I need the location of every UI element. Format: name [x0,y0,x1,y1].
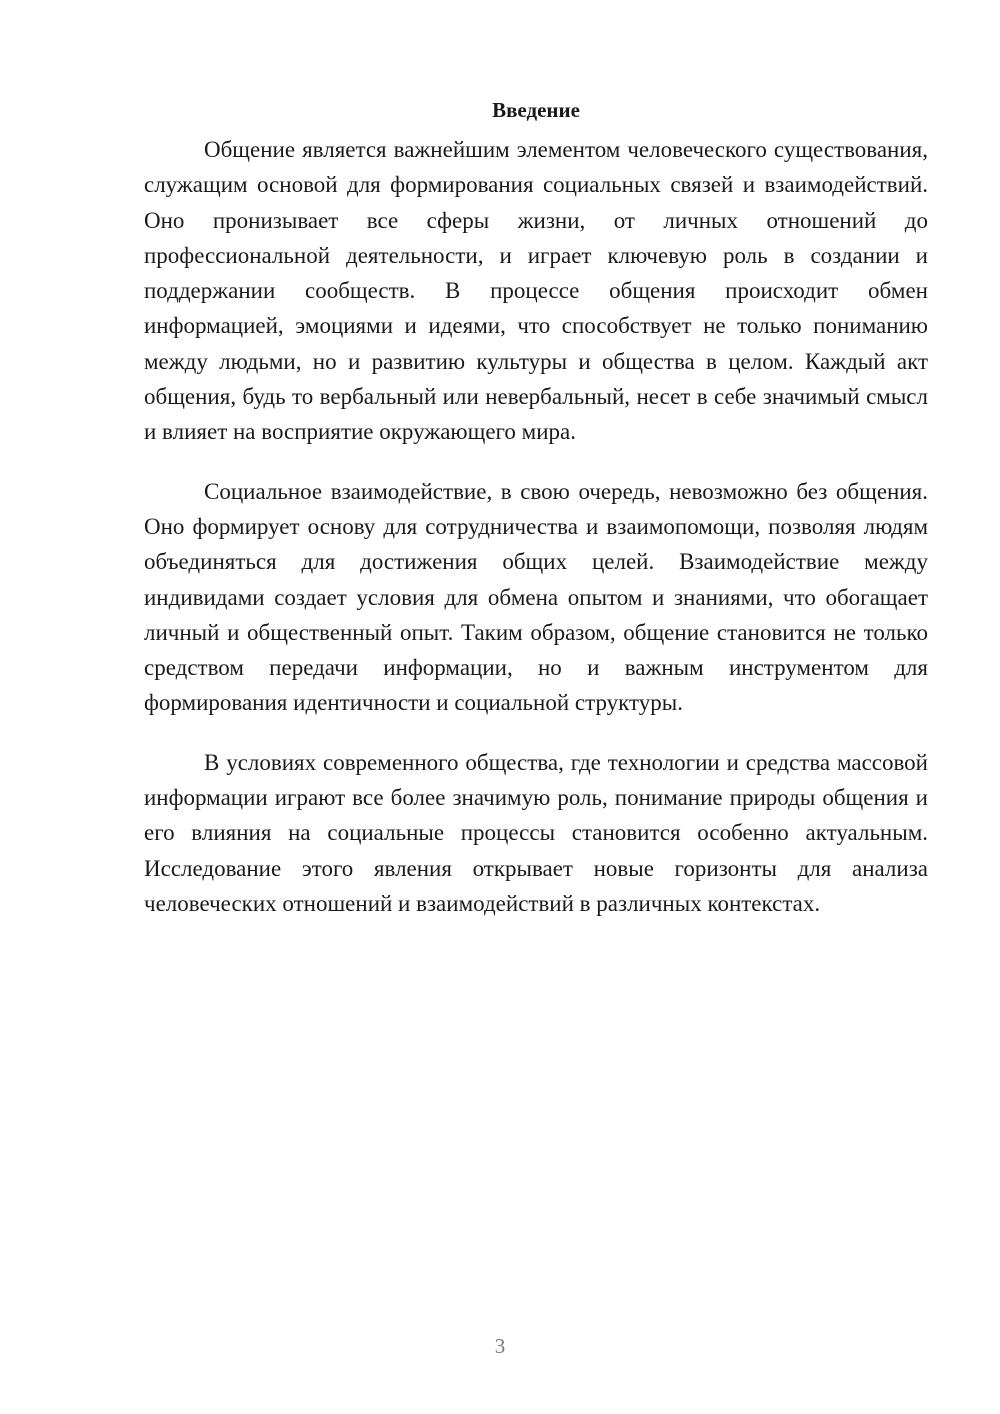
section-heading: Введение [492,98,580,122]
paragraph-3: В условиях современного общества, где технологии и средства массовой информации играют все более значимую роль, понимание природы общения и его влияния на социальные процессы становится особенно актуальным. Исследование этого явления открывает новые горизонты для анализа человеческих отношений и взаимодействий в различных контекстах. [144,749,928,916]
page-number: 3 [494,1334,506,1358]
paragraph-2: Социальное взаимодействие, в свою очередь, невозможно без общения. Оно формирует основу для сотрудничества и взаимопомощи, позволяя людям объединяться для достижения общих целей. Взаимодействие между индивидами создает условия для обмена опытом и знаниями, что обогащает личный и общественный опыт. Таким образом, общение становится не только средством передачи информации, но и важным инструментом для формирования идентичности и социальной структуры. [144,478,928,716]
paragraph-1: Общение является важнейшим элементом человеческого существования, служащим основой для формирования социальных связей и взаимодействий. Оно пронизывает все сферы жизни, от личных отношений до профессиональной деятельности, и играет ключевую роль в создании и поддержании сообществ. В процессе общения происходит обмен информацией, эмоциями и идеями, что способствует не только пониманию между людьми, но и развитию культуры и общества в целом. Каждый акт общения, будь то вербальный или невербальный, несет в себе значимый смысл и влияет на восприятие окружающего мира. [144,137,928,445]
page-content [144,92,928,945]
